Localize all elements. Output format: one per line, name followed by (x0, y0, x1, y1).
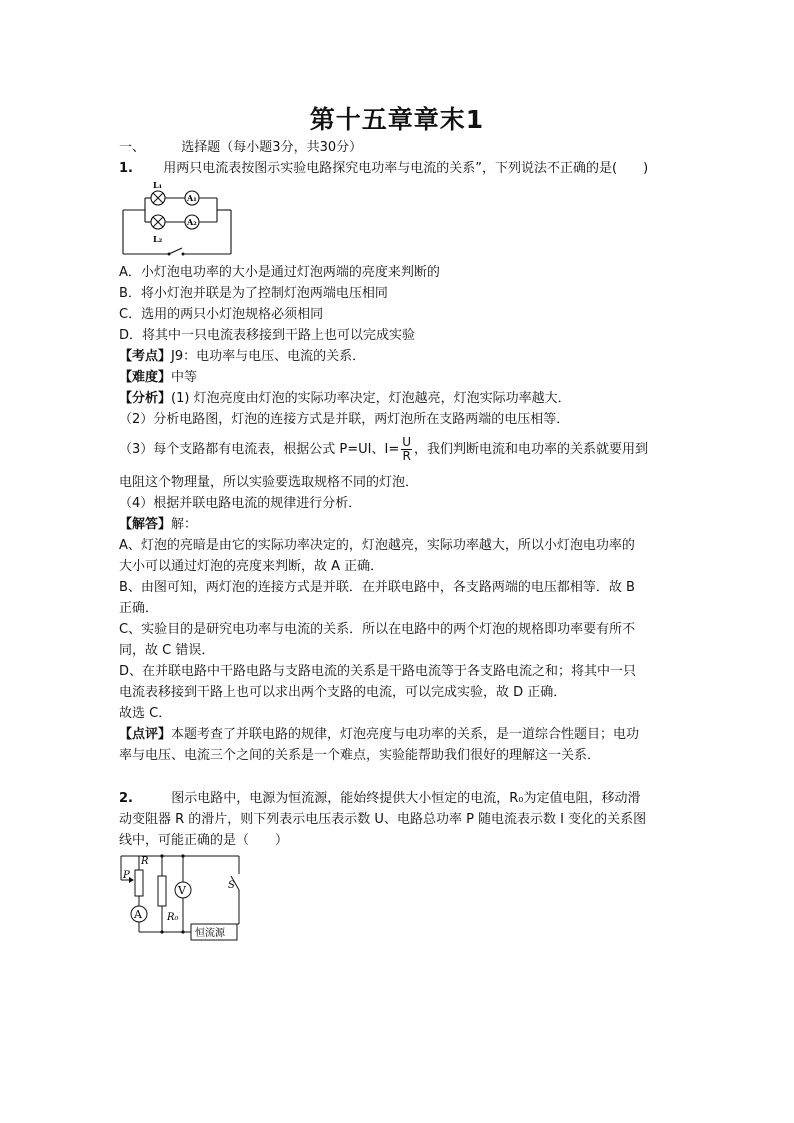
q1-answer-a-2: 大小可以通过灯泡的亮度来判断，故 A 正确． (119, 559, 384, 574)
kaodian-text: J9：电功率与电压、电流的关系． (171, 349, 366, 364)
page-title: 第十五章章末1 (309, 105, 485, 134)
fraction-denominator: R (402, 449, 411, 463)
q1-answer-d-2: 电流表移接到干路上也可以求出两个支路的电流，可以完成实验，故 D 正确． (119, 685, 567, 700)
q1-stem-line (119, 159, 648, 178)
jieda-tag: 【解答】 (119, 517, 172, 532)
q1-fenxi-3-cont: 电阻这个物理量，所以实验要选取规格不同的灯泡． (119, 475, 419, 490)
formula-fraction (401, 436, 412, 463)
q1-number: 1. (119, 161, 133, 176)
q2-label-s: S (228, 880, 235, 891)
fenxi-text-1: (1) 灯泡亮度由灯泡的实际功率决定，灯泡越亮，灯泡实际功率越大． (171, 391, 571, 406)
q1-option-b: B．将小灯泡并联是为了控制灯泡两端电压相同 (119, 286, 388, 301)
q1-option-c: C．选用的两只小灯泡规格必须相同 (119, 307, 324, 322)
jieda-text: 解： (171, 517, 198, 532)
q1-answer-c-2: 同，故 C 错误． (119, 643, 215, 658)
q1-option-a: A．小灯泡电功率的大小是通过灯泡两端的亮度来判断的 (119, 265, 440, 280)
q2-label-p: P (123, 870, 130, 881)
q1-jieda (119, 515, 197, 534)
q2-label-a: A (134, 908, 142, 921)
dianping-text-1: 本题考查了并联电路的规律，灯泡亮度与电功率的关系，是一道综合性题目；电功 (171, 727, 640, 742)
q1-dianping-1 (119, 725, 639, 744)
section-number: 一、 (119, 140, 146, 155)
q2-circuit-diagram (119, 852, 249, 942)
q1-dianping-2: 率与电压、电流三个之间的关系是一个难点，实验能帮助我们很好的理解这一关系． (119, 748, 601, 763)
q2-stem-line-3: 线中，可能正确的是（ ） (119, 833, 289, 848)
fenxi-tag: 【分析】 (119, 391, 172, 406)
fenxi-3-b: ，我们判断电流和电功率的关系就要用到 (414, 442, 649, 457)
q1-option-d: D．将其中一只电流表移接到干路上也可以完成实验 (119, 328, 416, 343)
q1-nandu (119, 368, 197, 387)
nandu-text: 中等 (171, 370, 198, 385)
q1-label-a1: A₁ (187, 193, 197, 203)
q1-answer-a-1: A、灯泡的亮暗是由它的实际功率决定的，灯泡越亮，实际功率越大，所以小灯泡电功率的 (119, 538, 635, 553)
q1-label-a2: A₂ (187, 217, 197, 227)
kaodian-tag: 【考点】 (119, 349, 172, 364)
q2-label-r: R (141, 856, 149, 867)
q1-fenxi-4: （4）根据并联电路电流的规律进行分析． (119, 496, 362, 511)
q2-stem-line-1 (119, 789, 641, 808)
q1-fenxi-1 (119, 389, 571, 408)
q1-fenxi-3 (119, 436, 648, 463)
q1-choose: 故选 C． (119, 706, 172, 721)
q1-stem: 用两只电流表按图示实验电路探究电功率与电流的关系”，下列说法不正确的是( ) (163, 161, 649, 176)
nandu-tag: 【难度】 (119, 370, 172, 385)
q1-answer-d-1: D、在并联电路中干路电路与支路电流的关系是干路电流等于各支路电流之和；将其中一只 (119, 664, 637, 679)
q2-label-v: V (178, 884, 186, 897)
dianping-tag: 【点评】 (119, 727, 172, 742)
fraction-numerator: U (402, 435, 412, 449)
q1-label-l2: L₂ (153, 234, 163, 244)
q1-answer-c-1: C、实验目的是研究电功率与电流的关系．所以在电路中的两个灯泡的规格即功率要有所不 (119, 622, 636, 637)
q2-label-source: 恒流源 (195, 928, 225, 939)
q2-stem-line-2: 动变阻器 R 的滑片，则下列表示电压表示数 U、电路总功率 P 随电流表示数 I 变化的关系图 (119, 812, 647, 827)
q1-circuit-diagram (119, 180, 239, 262)
section-heading (119, 138, 362, 157)
q1-fenxi-2: （2）分析电路图，灯泡的连接方式是并联，两灯泡所在支路两端的电压相等． (119, 412, 570, 427)
q2-stem-1: 图示电路中，电源为恒流源，能始终提供大小恒定的电流，R₀为定值电阻，移动滑 (171, 791, 641, 806)
q1-kaodian (119, 347, 365, 366)
q1-answer-b-2: 正确． (119, 601, 159, 616)
q2-number: 2. (119, 791, 133, 806)
fenxi-3-a: （3）每个支路都有电流表，根据公式 P=UI、I= (119, 442, 400, 457)
q1-answer-b-1: B、由图可知，两灯泡的连接方式是并联．在并联电路中，各支路两端的电压都相等．故 B (119, 580, 635, 595)
q1-label-l1: L₁ (153, 180, 163, 190)
section-label: 选择题（每小题3分，共30分） (181, 140, 363, 155)
q2-label-r0: R₀ (167, 912, 179, 923)
